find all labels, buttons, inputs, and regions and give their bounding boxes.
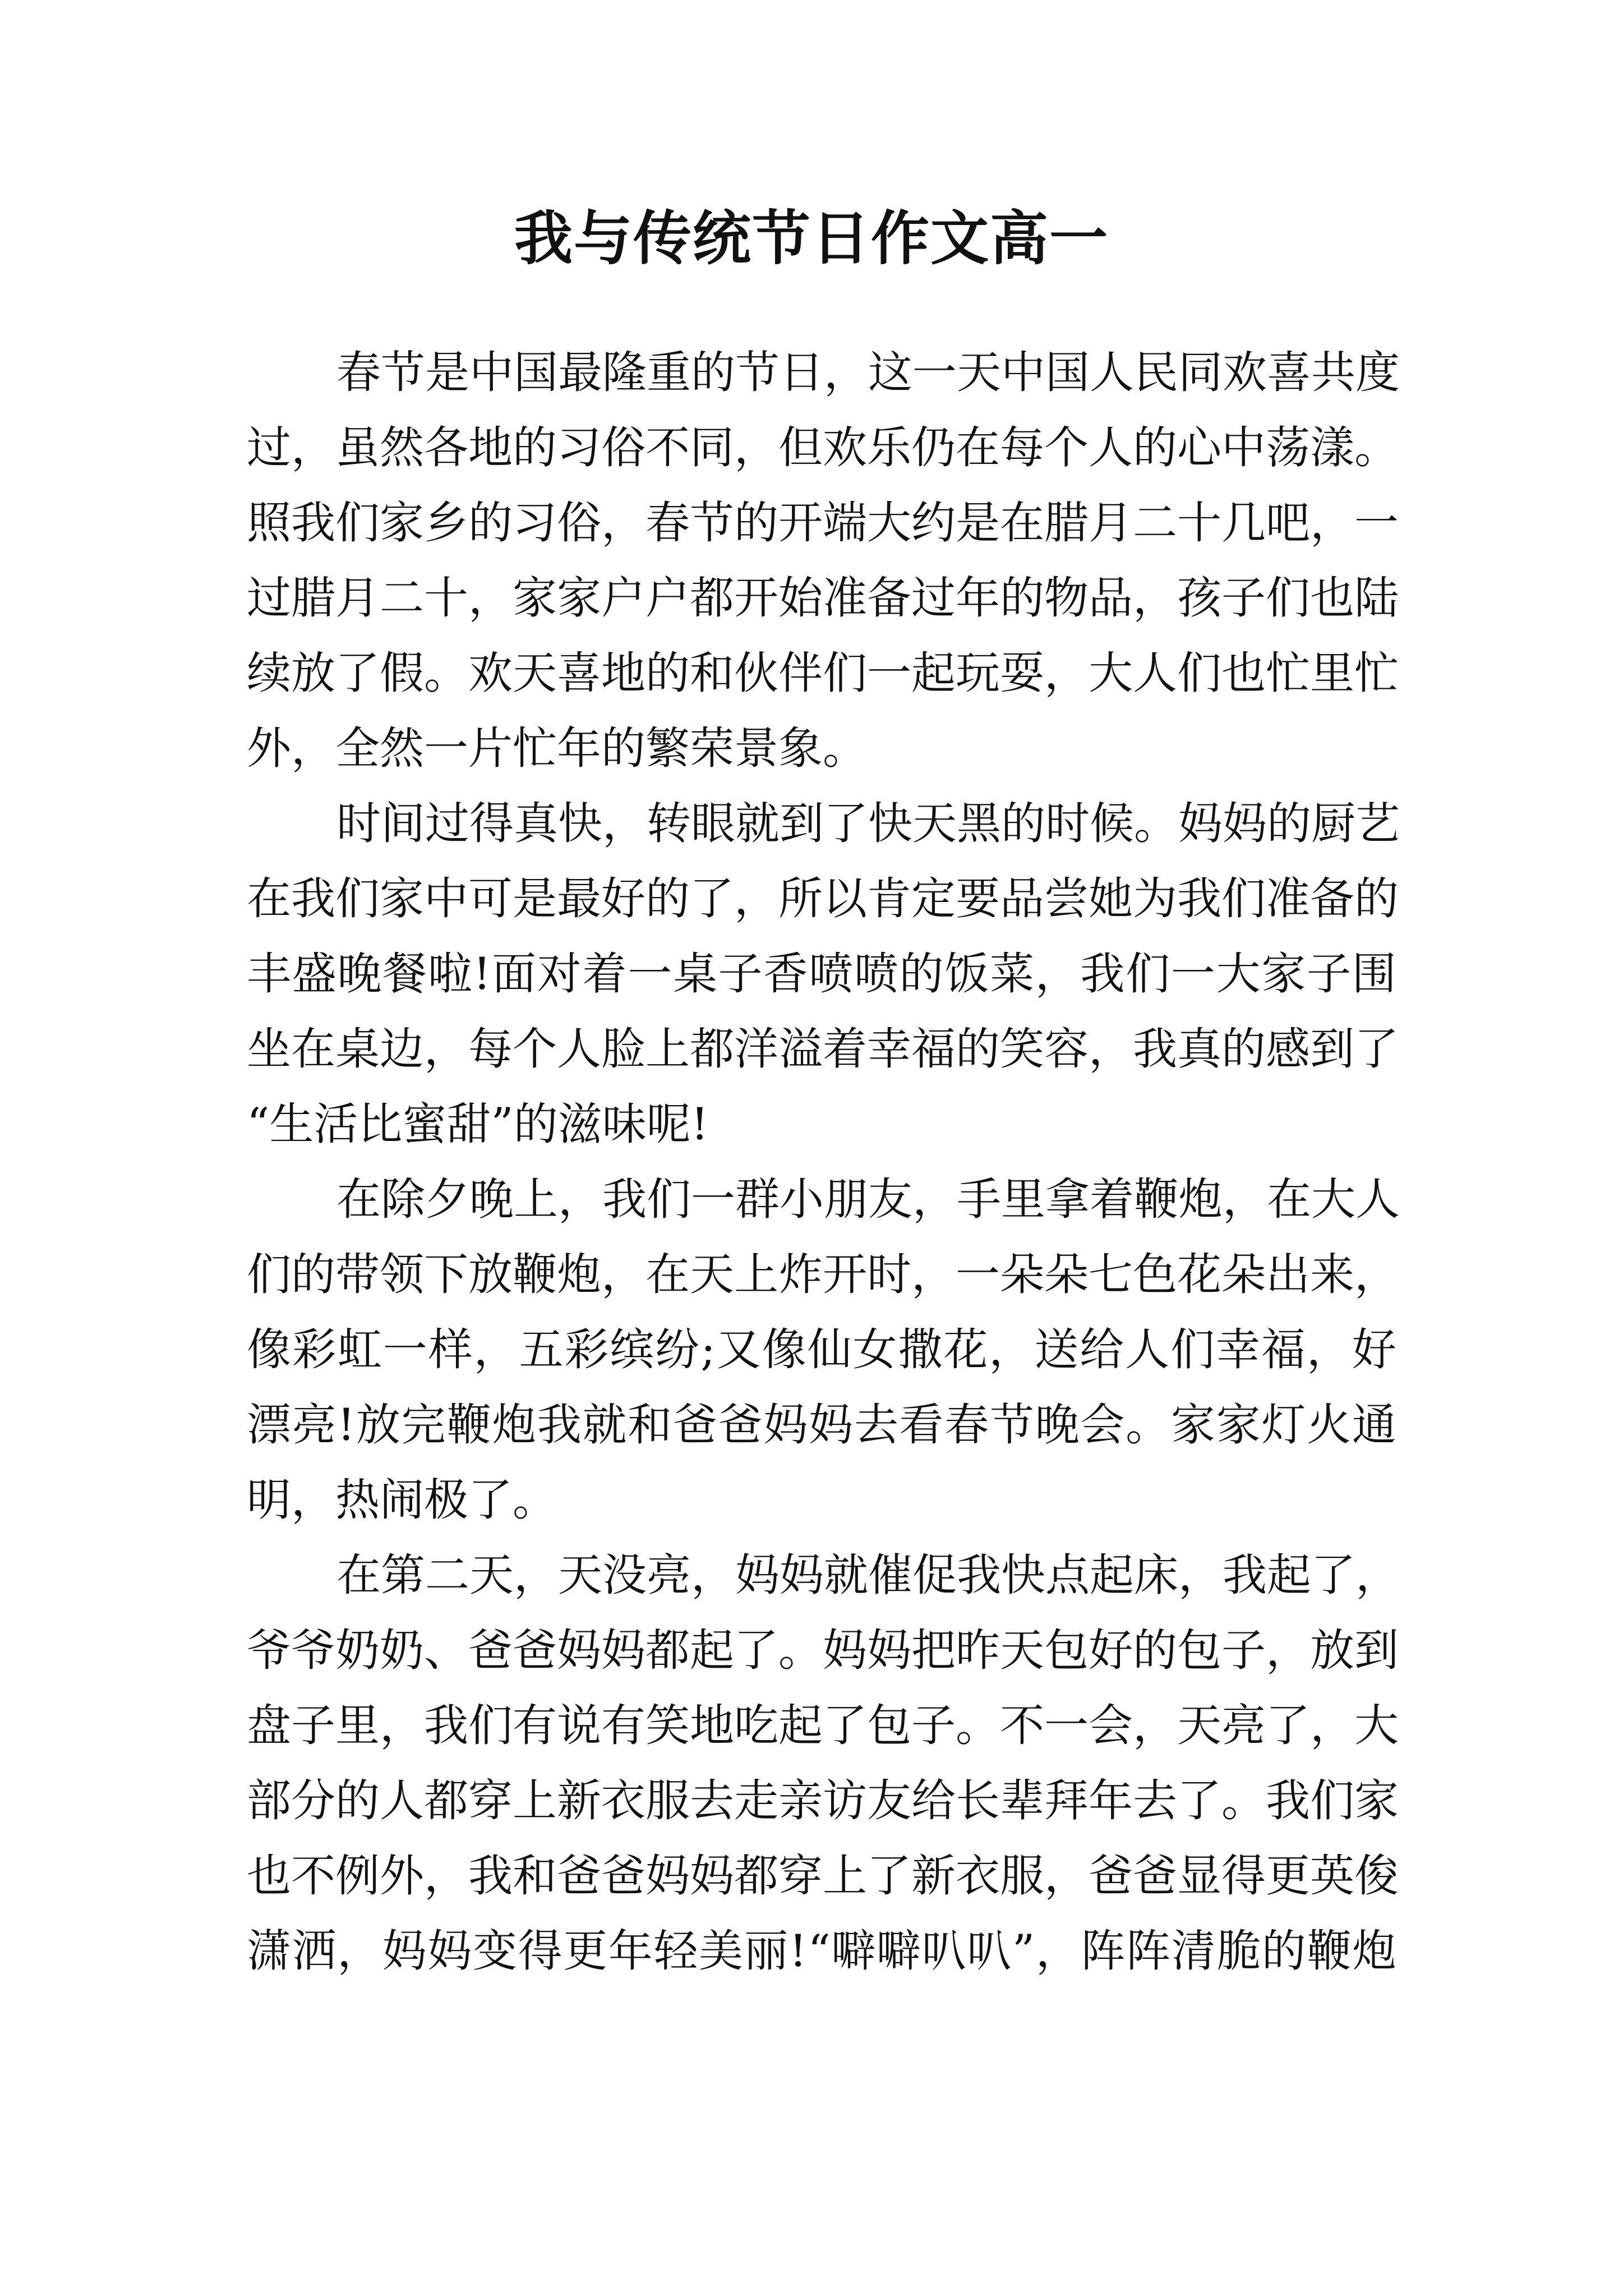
document-body (247, 335, 1400, 1989)
text-line: 盘 子 里 ， 我 们 有 说 有 笑 地 吃 起 了 包 子 。 不 一 会 ， 天 亮 了 ， 大 (247, 1700, 1399, 1751)
text-line: 丰 盛 晚 餐 啦 ! 面 对 着 一 桌 子 香 喷 喷 的 饭 菜 ， 我 们 一 大 家 子 围 (247, 948, 1396, 1000)
text-line: 续 放 了 假 。 欢 天 喜 地 的 和 伙 伴 们 一 起 玩 耍 ， 大 人 们 也 忙 里 忙 (247, 647, 1399, 699)
text-line: 像 彩 虹 一 样 ， 五 彩 缤 纷 ; 又 像 仙 女 撒 花 ， 送 给 人 们 幸 福 ， 好 (247, 1324, 1396, 1375)
document-title: 我与传统节日作文高一 (514, 204, 1109, 273)
text-line: 过 腊 月 二 十 ， 家 家 户 户 都 开 始 准 备 过 年 的 物 品 ， 孩 子 们 也 陆 (247, 572, 1399, 624)
text-line: 在 除 夕 晚 上 ， 我 们 一 群 小 朋 友 ， 手 里 拿 着 鞭 炮 ， 在 大 人 (336, 1174, 1400, 1225)
text-line: 们 的 带 领 下 放 鞭 炮 ， 在 天 上 炸 开 时 ， 一 朵 朵 七 色 花 朵 出 来 ， (247, 1249, 1399, 1300)
text-line: 照 我 们 家 乡 的 习 俗 ， 春 节 的 开 端 大 约 是 在 腊 月 二 十 几 吧 ， 一 (247, 497, 1399, 549)
text-line: 潇 洒 ， 妈 妈 变 得 更 年 轻 美 丽 ! “ 噼 噼 叭 叭 ” ， 阵 阵 清 脆 的 鞭 炮 (247, 1925, 1396, 1977)
text-line: 春 节 是 中 国 最 隆 重 的 节 日 ， 这 一 天 中 国 人 民 同 欢 喜 共 度 (336, 347, 1400, 398)
text-line: 外，全然一片忙年的繁荣景象。 (247, 723, 867, 774)
text-line: 时 间 过 得 真 快 ， 转 眼 就 到 了 快 天 黑 的 时 候 。 妈 妈 的 厨 艺 (336, 798, 1400, 849)
text-line: 在 我 们 家 中 可 是 最 好 的 了 ， 所 以 肯 定 要 品 尝 她 为 我 们 准 备 的 (247, 873, 1399, 924)
text-line: 明，热闹极了。 (247, 1474, 557, 1526)
text-line: 也 不 例 外 ， 我 和 爸 爸 妈 妈 都 穿 上 了 新 衣 服 ， 爸 爸 显 得 更 英 俊 (247, 1850, 1399, 1902)
text-line: 坐 在 桌 边 ， 每 个 人 脸 上 都 洋 溢 着 幸 福 的 笑 容 ， 我 真 的 感 到 了 (247, 1023, 1399, 1075)
text-line: 漂 亮 ! 放 完 鞭 炮 我 就 和 爸 爸 妈 妈 去 看 春 节 晚 会 。 家 家 灯 火 通 (247, 1399, 1396, 1451)
text-line: 过 ， 虽 然 各 地 的 习 俗 不 同 ， 但 欢 乐 仍 在 每 个 人 的 心 中 荡 漾 。 (247, 422, 1399, 473)
text-line: “生活比蜜甜”的滋味呢! (247, 1098, 709, 1150)
text-line: 部 分 的 人 都 穿 上 新 衣 服 去 走 亲 访 友 给 长 辈 拜 年 去 了 。 我 们 家 (247, 1775, 1399, 1826)
text-line: 在 第 二 天 ， 天 没 亮 ， 妈 妈 就 催 促 我 快 点 起 床 ， 我 起 了 ， (336, 1549, 1400, 1601)
text-line: 爷 爷 奶 奶 、 爸 爸 妈 妈 都 起 了 。 妈 妈 把 昨 天 包 好 的 包 子 ， 放 到 (247, 1625, 1399, 1676)
